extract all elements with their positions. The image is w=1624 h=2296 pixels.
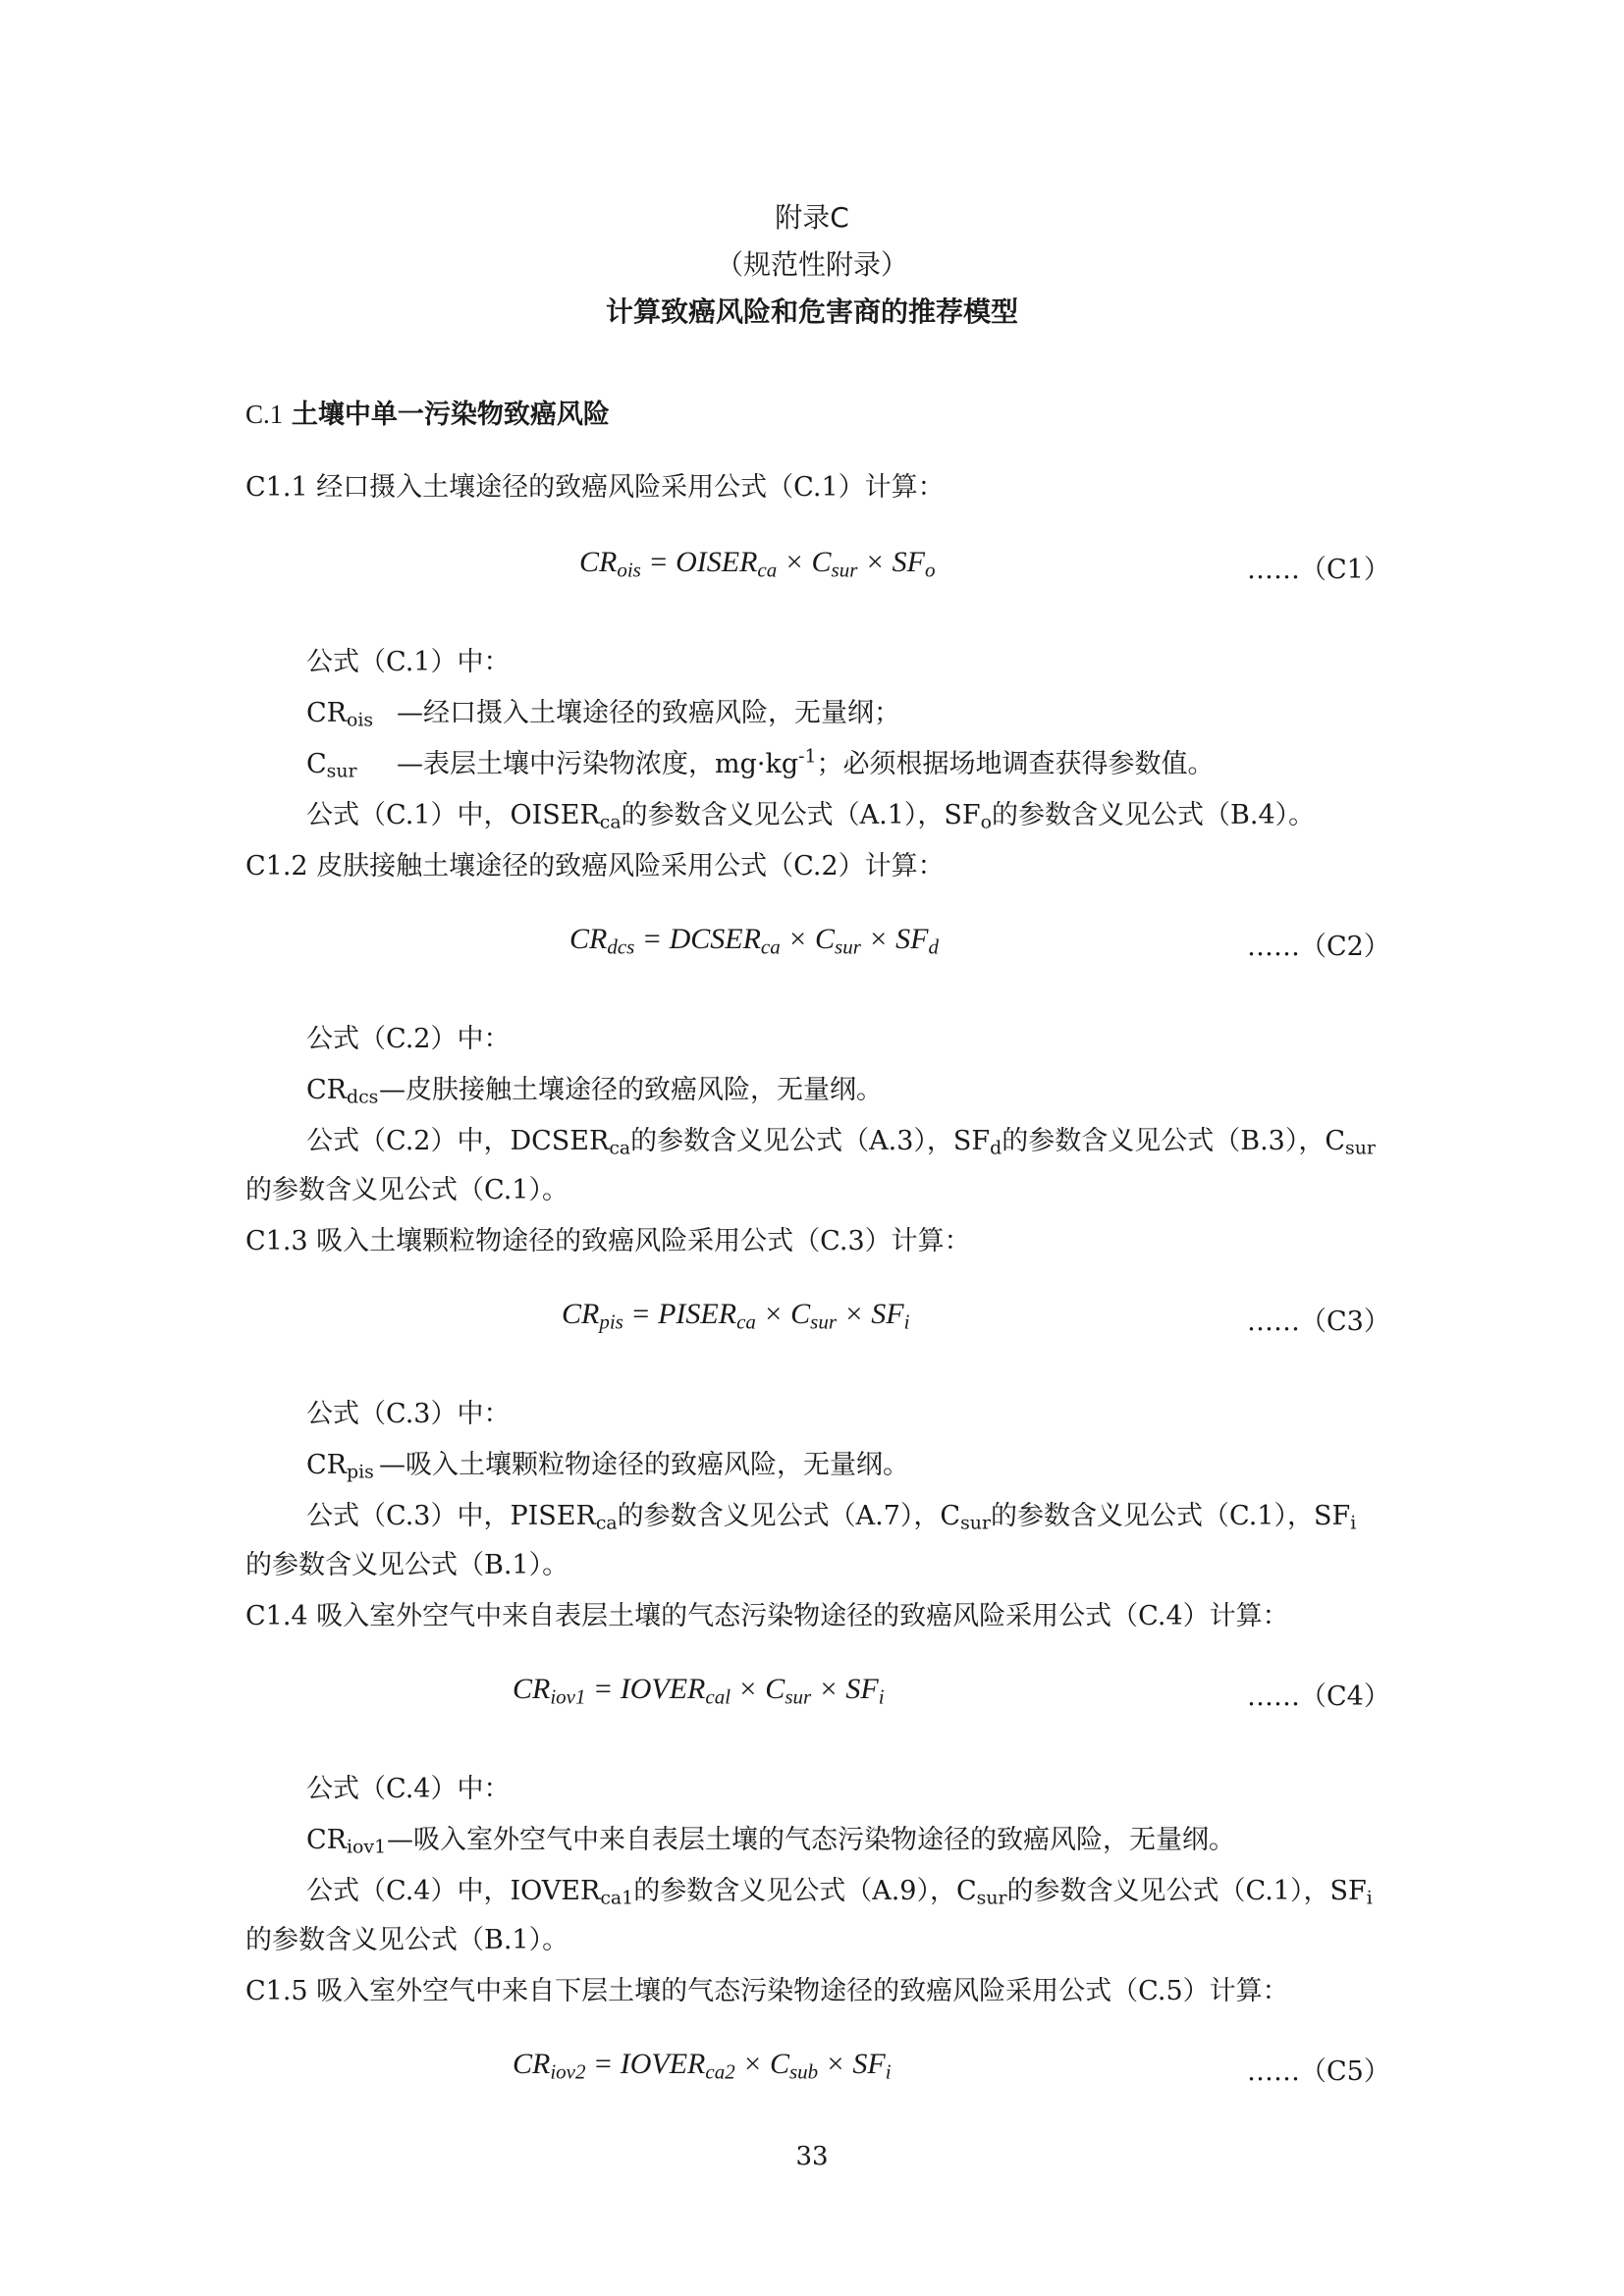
eq-number-c2: ……（C2） — [1247, 932, 1390, 962]
formula-c1: $CR_{ois}$ = $OISER_{ca} \times C_{sur} \times SF_o$ — [579, 546, 936, 582]
eq-number-c4: ……（C4） — [1247, 1682, 1390, 1712]
eq-number-c5: ……（C5） — [1247, 2056, 1390, 2087]
formula-c5: $CR_{iov2}$ = $IOVER_{ca2} \times C_{sub} \times SF_i$ — [513, 2048, 892, 2084]
section-heading-c1 — [245, 393, 610, 431]
c12-where: 公式（C.2）中： — [306, 1024, 511, 1054]
formula-c2: $CR_{dcs}$ = $DCSER_{ca} \times C_{sur} \times SF_d$ — [569, 923, 939, 959]
c15-intro: C1.5 吸入室外空气中来自下层土壤的气态污染物途径的致癌风险采用公式（C.5）计算： — [245, 1976, 1289, 2006]
c13-intro: C1.3 吸入土壤颗粒物途径的致癌风险采用公式（C.3）计算： — [245, 1226, 971, 1256]
c12-note: 公式（C.2）中，$DCSER_{ca}$的参数含义见公式（A.3），$SF_d$的参数含义见公式（B.3），$C_{sur}$ — [306, 1126, 1376, 1159]
section-title: 土壤中单一污染物致癌风险 — [291, 400, 610, 430]
c14-def-cr-iov1: $CR_{iov1}—$吸入室外空气中来自表层土壤的气态污染物途径的致癌风险，无量纲。 — [306, 1825, 1235, 1858]
c11-def-c-sur: $C_{sur}$ —表层土壤中污染物浓度，$mg\cdot kg^{-1}$；必须根据场地调查获得参数值。 — [306, 745, 1215, 782]
section-number: C.1 — [245, 400, 284, 429]
c12-def-cr-dcs: $CR_{dcs}—$皮肤接触土壤途径的致癌风险，无量纲。 — [306, 1075, 883, 1108]
c13-note: 公式（C.3）中，$PISER_{ca}$的参数含义见公式（A.7），$C_{sur}$的参数含义见公式（C.1），$SF_i$ — [306, 1501, 1357, 1534]
c11-def-cr-ois: $CR_{ois}$ —经口摄入土壤途径的致癌风险，无量纲； — [306, 698, 900, 731]
c14-where: 公式（C.4）中： — [306, 1774, 511, 1804]
appendix-label: 附录C — [775, 201, 849, 234]
c14-note: 公式（C.4）中，$IOVER_{ca1}$的参数含义见公式（A.9），$C_{sur}$的参数含义见公式（C.1），$SF_i$ — [306, 1876, 1373, 1909]
c11-intro: C1.1 经口摄入土壤途径的致癌风险采用公式（C.1）计算： — [245, 472, 945, 503]
eq-number-c1: ……（C1） — [1247, 555, 1390, 585]
c11-note: 公式（C.1）中，$OISER_{ca}$的参数含义见公式（A.1），$SF_o$的参数含义见公式（B.4）。 — [306, 800, 1316, 833]
formula-c3: $CR_{pis}$ = $PISER_{ca} \times C_{sur} \times SF_i$ — [562, 1298, 910, 1334]
formula-c4: $CR_{iov1}$ = $IOVER_{cal} \times C_{sur} \times SF_i$ — [513, 1673, 885, 1709]
eq-number-c3: ……（C3） — [1247, 1307, 1390, 1337]
c14-note-line2: 的参数含义见公式（B.1）。 — [245, 1925, 569, 1955]
c12-intro: C1.2 皮肤接触土壤途径的致癌风险采用公式（C.2）计算： — [245, 851, 945, 881]
c13-def-cr-pis: $CR_{pis}$ —吸入土壤颗粒物途径的致癌风险，无量纲。 — [306, 1450, 909, 1483]
page-number: 33 — [795, 2142, 829, 2171]
appendix-title: 计算致癌风险和危害商的推荐模型 — [605, 295, 1018, 328]
c13-note-line2: 的参数含义见公式（B.1）。 — [245, 1550, 569, 1580]
c11-where: 公式（C.1）中： — [306, 647, 511, 677]
c14-intro: C1.4 吸入室外空气中来自表层土壤的气态污染物途径的致癌风险采用公式（C.4）计算： — [245, 1601, 1289, 1631]
appendix-type: （规范性附录） — [715, 248, 908, 281]
c12-note-line2: 的参数含义见公式（C.1）。 — [245, 1175, 568, 1205]
c13-where: 公式（C.3）中： — [306, 1399, 511, 1429]
